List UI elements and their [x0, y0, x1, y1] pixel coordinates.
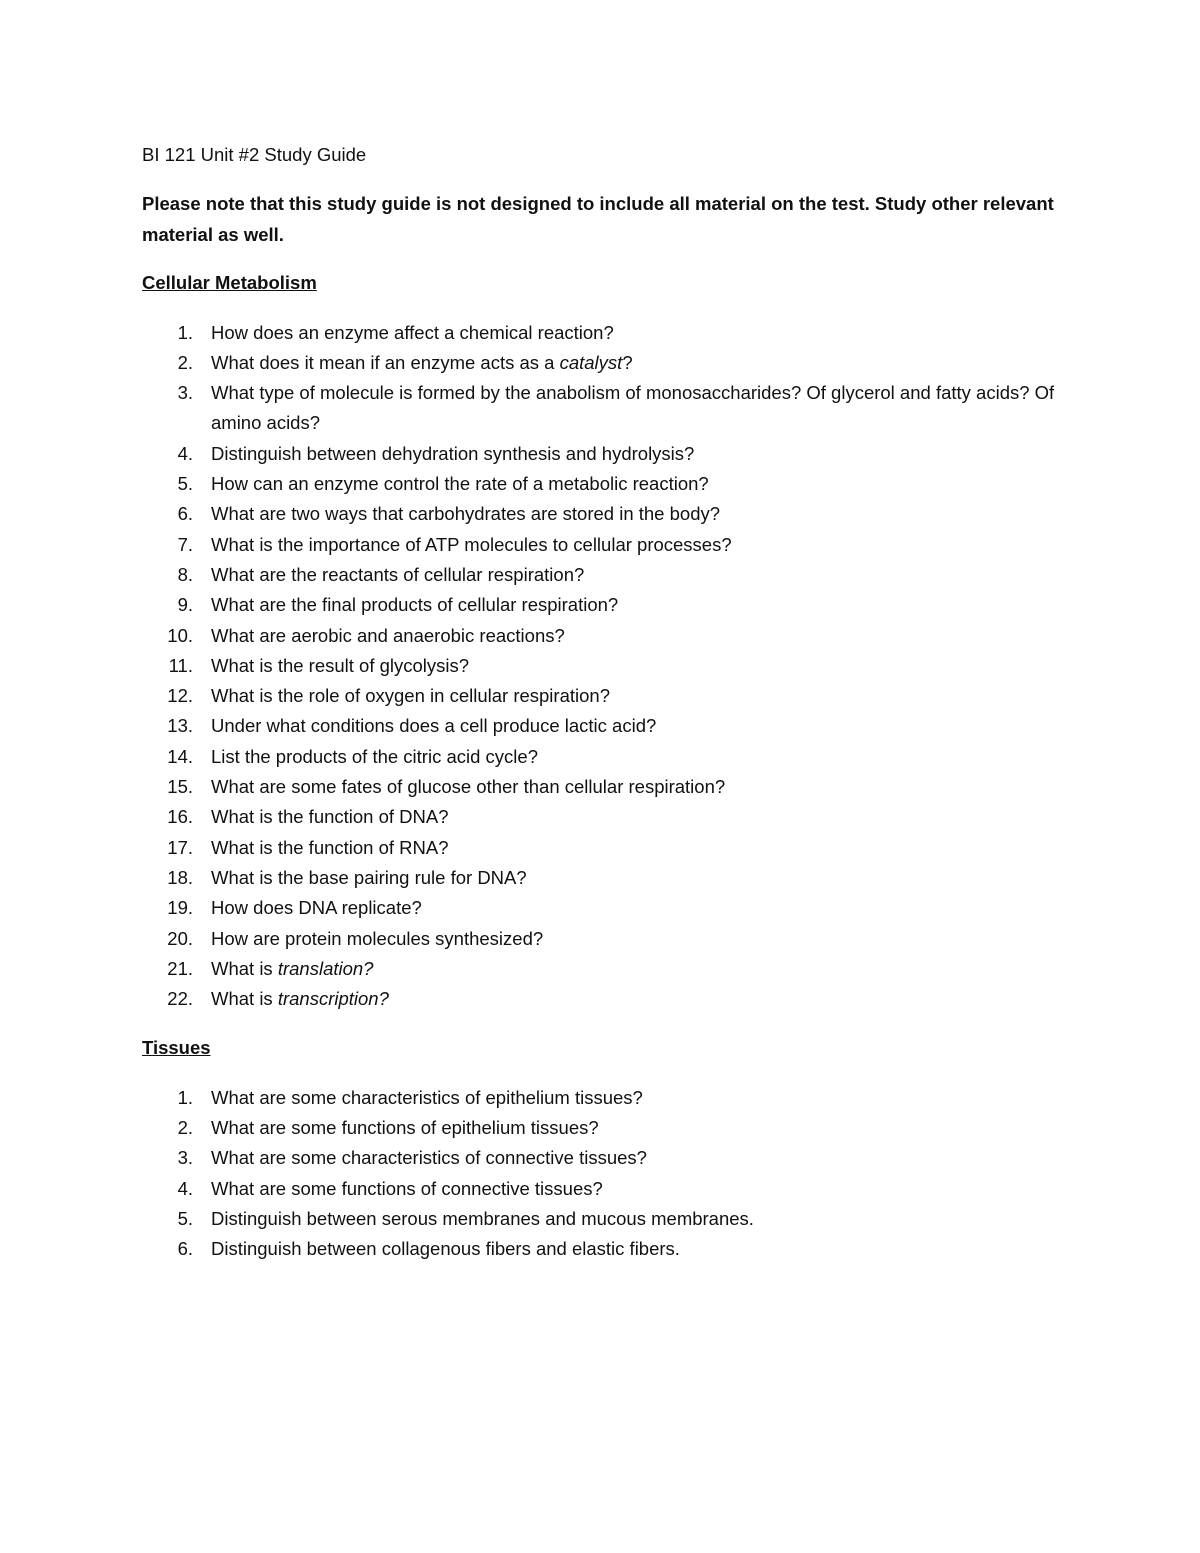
question-number: 1. — [177, 1086, 193, 1108]
question-text: What are some fates of glucose other than cellular respiration? — [211, 776, 726, 798]
list-item — [142, 499, 1062, 529]
list-item — [142, 833, 1062, 863]
question-text: List the products of the citric acid cycle? — [211, 745, 538, 767]
question-text: What is — [211, 957, 278, 979]
question-text: Distinguish between serous membranes and mucous membranes. — [211, 1207, 754, 1229]
question-number: 15. — [167, 776, 193, 798]
list-item — [142, 590, 1062, 620]
question-text: What is the base pairing rule for DNA? — [211, 866, 527, 888]
question-number: 2. — [177, 351, 193, 373]
document-title: BI 121 Unit #2 Study Guide — [142, 144, 367, 165]
question-italic-term: transcription? — [277, 988, 389, 1010]
question-number: 4. — [177, 442, 193, 464]
list-item — [142, 348, 1062, 378]
list-item — [142, 863, 1062, 893]
list-item — [142, 924, 1062, 954]
question-text: What type of molecule is formed by the anabolism of monosaccharides? Of glycerol and fatty acids? Of amino acids? — [211, 382, 1055, 434]
question-italic-term: translation? — [277, 957, 374, 979]
list-item — [142, 893, 1062, 923]
list-item — [142, 742, 1062, 772]
question-number: 9. — [177, 594, 193, 616]
question-number: 3. — [177, 1147, 193, 1169]
question-number: 1. — [177, 321, 193, 343]
question-number: 3. — [177, 382, 193, 404]
question-number: 19. — [167, 897, 193, 919]
list-item — [142, 984, 1062, 1014]
list-item — [142, 318, 1062, 348]
question-text: How can an enzyme control the rate of a metabolic reaction? — [211, 473, 709, 495]
question-text: How are protein molecules synthesized? — [211, 927, 544, 949]
list-item — [142, 621, 1062, 651]
question-text: What does it mean if an enzyme acts as a — [211, 351, 560, 373]
question-text: What is — [211, 988, 278, 1010]
question-number: 7. — [177, 533, 193, 555]
list-item — [142, 772, 1062, 802]
question-number: 10. — [167, 624, 193, 646]
question-italic-term: catalyst — [559, 351, 623, 373]
list-item — [142, 651, 1062, 681]
question-number: 22. — [167, 988, 193, 1010]
question-number: 12. — [167, 685, 193, 707]
question-text: Under what conditions does a cell produce lactic acid? — [211, 715, 657, 737]
question-text: What are aerobic and anaerobic reactions? — [211, 624, 565, 646]
question-number: 17. — [167, 836, 193, 858]
question-number: 5. — [177, 473, 193, 495]
question-number: 5. — [177, 1207, 193, 1229]
list-item — [142, 469, 1062, 499]
question-text-end: ? — [622, 351, 633, 373]
list-item — [142, 681, 1062, 711]
question-number: 6. — [177, 503, 193, 525]
question-number: 11. — [168, 654, 193, 676]
question-number: 14. — [167, 745, 193, 767]
question-text: What is the importance of ATP molecules to cellular processes? — [211, 533, 732, 555]
question-text: Distinguish between collagenous fibers and elastic fibers. — [211, 1238, 680, 1260]
list-item — [142, 1204, 1062, 1234]
list-item — [142, 1143, 1062, 1173]
question-number: 18. — [167, 866, 193, 888]
list-item — [142, 1174, 1062, 1204]
list-item — [142, 530, 1062, 560]
question-text: What are some functions of epithelium tissues? — [211, 1117, 599, 1139]
question-list-tissues — [142, 1083, 1062, 1265]
question-number: 20. — [167, 927, 193, 949]
study-guide-note: Please note that this study guide is not designed to include all material on the test. Study other relevant material as well. — [142, 193, 1054, 246]
section-heading-cellular-metabolism: Cellular Metabolism — [142, 272, 317, 294]
question-text: What are two ways that carbohydrates are stored in the body? — [211, 503, 721, 525]
list-item — [142, 1234, 1062, 1264]
list-item — [142, 378, 1062, 439]
section-heading-tissues: Tissues — [142, 1037, 211, 1059]
question-text: Distinguish between dehydration synthesis and hydrolysis? — [211, 442, 695, 464]
question-text: How does an enzyme affect a chemical reaction? — [211, 321, 614, 343]
question-text: What is the function of DNA? — [211, 806, 449, 828]
question-text: What is the function of RNA? — [211, 836, 449, 858]
question-number: 6. — [177, 1238, 193, 1260]
question-text: What are some characteristics of connective tissues? — [211, 1147, 647, 1169]
list-item — [142, 1113, 1062, 1143]
question-text: What are the final products of cellular respiration? — [211, 594, 619, 616]
list-item — [142, 439, 1062, 469]
list-item — [142, 802, 1062, 832]
question-number: 2. — [177, 1117, 193, 1139]
list-item — [142, 711, 1062, 741]
question-text: What are some characteristics of epithelium tissues? — [211, 1086, 643, 1108]
sections-container — [142, 268, 1062, 1264]
question-text: What are some functions of connective tissues? — [211, 1177, 603, 1199]
list-item — [142, 1083, 1062, 1113]
question-text: What is the role of oxygen in cellular respiration? — [211, 685, 610, 707]
question-text: What is the result of glycolysis? — [211, 654, 470, 676]
question-number: 8. — [177, 563, 193, 585]
question-number: 13. — [167, 715, 193, 737]
question-list-cellular-metabolism — [142, 318, 1062, 1015]
question-number: 21. — [167, 957, 193, 979]
document-content — [142, 140, 1062, 1265]
list-item — [142, 954, 1062, 984]
question-number: 4. — [177, 1177, 193, 1199]
question-text: How does DNA replicate? — [211, 897, 422, 919]
list-item — [142, 560, 1062, 590]
question-text: What are the reactants of cellular respiration? — [211, 563, 585, 585]
question-number: 16. — [167, 806, 193, 828]
